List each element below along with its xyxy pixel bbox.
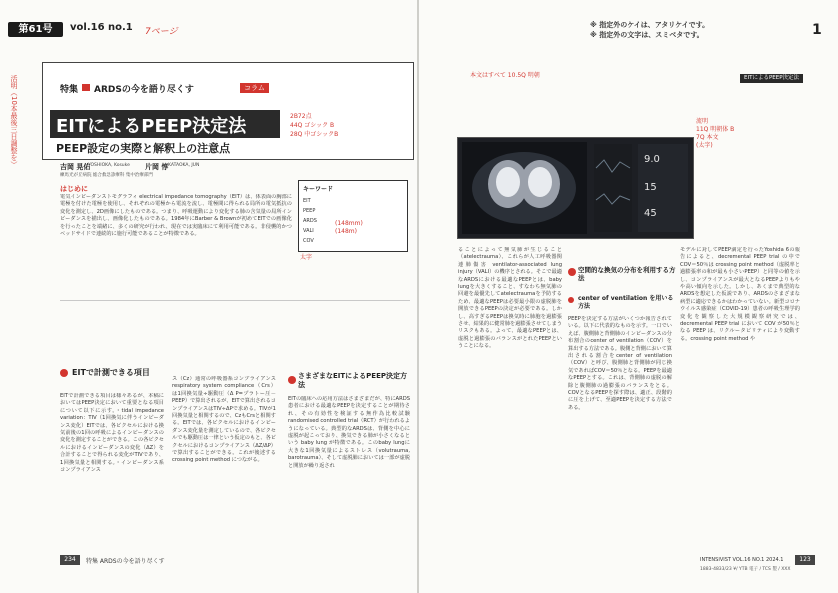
author-2: 片岡 惇 — [145, 163, 169, 171]
author-1-roman: YOSHIOKA, Kosuke — [88, 163, 130, 168]
section-bullet — [568, 268, 576, 276]
right-column-1: ることによって無気肺が生じること（atelectrauma）、これらが人工呼吸器関連肺傷害 ventilator-associated lung injury（VALI）の機序とされる。そこで最適なARDSにおける最適なPEEPとは、baby lungを大きくすること、すなわち無気肺の回避を最優先してatelectraumaを予防するため、最適なPEEPは必要最小限の虚脱肺を開放できるPEEPの決定が必要である。しかし、高すぎるPEEPは換気時に肺胞を過膨張させ、結果的に健常肺を過膨張させてしまうリスクもある。よって、最適なPEEPとは、虚脱と過膨張のバランスがとれたPEEPということになる。 — [458, 247, 562, 350]
instruction-line-2: ※ 指定外の文字は、スミベタです。 — [590, 31, 704, 39]
page-gutter — [417, 0, 419, 593]
left-column-2: ス（Cz）通常の呼吸器系コンプライアンス respiratory system compliance（Crs）は1回換気量÷駆動圧（Δ P=プラトー圧－PEEP）で算出されるが、EITで算出されるコンプライアンスはTIV÷ΔPで求める。TIVが1回換気量と相関するので、CzもCrsと相関する。EITでは、各ピクセルにおけるインピーダンス変化量を測定しているので、各ピクセルでも駆動圧は一律という仮定のもと、各ピクセルにおけるコンプライアンス（ΔZ/ΔP）で算出することができる。これが後述する crossing point method につながる。 — [172, 376, 276, 464]
margin-vertical-note: 活明（10本最後三日調整を） — [10, 75, 18, 168]
eit-monitor-figure — [457, 137, 694, 239]
section-bullet — [568, 297, 574, 303]
emphasis-note: 太字 — [300, 254, 313, 261]
section-bullet — [60, 369, 68, 377]
author-1: 吉岡 晃佑 — [60, 163, 91, 171]
page-corner-number: 1 — [812, 22, 822, 38]
author-2-roman: KATAOKA, JUN — [168, 163, 200, 168]
left-column-3: EITの臨床への応用方法はさまざまだが、特にARDS患者における最適なPEEPを決定することが期待され、その有効性を検証する無作為比較試験 randomised controlled trial（RCT）が行われるようになっている。典型的なARDSは、背側を中心に虚脱が起こっており、換気できる肺が小さくなるという baby lung が特徴である。このbaby lungに大きな1回換気量によるストレス（volutrauma, barotrauma）、そして虚脱肺においては一部が虚脱と開放が繰り返され — [288, 396, 410, 469]
section-title-spatial: 空間的な換気の分布を利用する方法 — [578, 266, 676, 282]
right-journal-line: INTENSIVIST VOL.16 NO.1 2024.1 — [700, 557, 784, 563]
series-marker — [82, 84, 90, 91]
left-page-number: 234 — [60, 555, 80, 565]
right-header-tag: EITによるPEEP決定法 — [740, 74, 803, 83]
issue-badge: 第61号 — [8, 22, 63, 37]
affiliation: 練馬光が丘病院 総合救急診療科 集中治療部門 — [60, 173, 153, 178]
column-tag: コラム — [240, 83, 269, 93]
keyword-item: VALI — [303, 228, 314, 234]
handwritten-page-note: 7ページ — [145, 27, 178, 37]
instruction-line-1: ※ 指定外のケイは、アタリケイです。 — [590, 21, 710, 29]
keyword-item: PEEP — [303, 208, 316, 214]
monitor-value-3: 45 — [644, 208, 657, 219]
series-title: ARDSの今を語り尽くす — [94, 85, 194, 95]
section-title-cov: center of ventilation を用いる方法 — [578, 295, 674, 310]
series-label: 特集 — [60, 85, 79, 95]
keyword-item: EIT — [303, 198, 311, 204]
right-column-2: PEEPを決定する方法がいくつか報告されている。以下に代表的なものを示す。一口でいえば、腹側肺と背側肺のインピーダンスの分布割合のcenter of ventilation（COV）を算出する方法である。腹側と背側において算出される割合をcenter of ventilation（COV）と呼び、腹側肺と背側肺が同じ換気であればCOV＝50％となる。PEEPを最適なPEEPとする。これは、背側肺の虚脱の解除と腹側肺の過膨張のバランスをとる。COVとなるPEEPを探す際は、適正、段階的に圧を上げて、至適PEEPを決定する方法である。 — [568, 316, 672, 411]
volume-label: vol.16 no.1 — [70, 22, 133, 33]
right-page-number: 123 — [795, 555, 815, 565]
section-bullet — [288, 376, 296, 384]
keyword-annotation: (148mm) (148m) — [335, 220, 363, 235]
figure-annotation: 流明 11Q 明朝体 B 7Q 本文 (太字) — [696, 118, 735, 149]
section-title-methods: さまざまなEITによるPEEP決定方法 — [298, 372, 407, 389]
article-subtitle: PEEP設定の実際と解釈上の注意点 — [56, 142, 231, 155]
intro-text: 電気インピーダンストモグラフィ electrical impedance tomography（EIT）は、体表面の胸部に電極を付けた電極を使用し、それぞれの電極から電流を流し、電極間に得られる局所の電気抵抗の変化を測定し、2D画像にしたものである。つまり、呼吸運動により変化する肺の含気量の局所インピーダンスを描出し、画像化したものである。1984年にBarber & Brownが初めてEITでの画像化を行ったことを端緒に、多くの研究が行われ、現在では実臨床にて利用可能である。非侵襲的かつベッドサイドで連続的に施行可能であることが特徴である。 — [60, 194, 292, 238]
eit-image-svg — [458, 138, 693, 238]
monitor-value-1: 9.0 — [644, 154, 660, 165]
left-column-1: EITで計測できる項目は様々あるが、本稿においてはPEEP決定において重要となる項目について以下に示す。・tidal impedance variation：TIV（1回換気に伴うインピーダンス変化）EITでは、各ピクセルにおける換気前後の1回の呼吸によるインピーダンスの変化を測定することができる。この各ピクセルにおけるインピーダンスの変化（ΔZ）を合計することで得られる変化がTIVであり、1回換気量と相関する。・インピーダンス系コンプライアンス — [60, 393, 164, 474]
section-rule — [60, 300, 410, 301]
section-title-items: EITで計測できる項目 — [72, 368, 150, 377]
left-running-head: 特集 ARDSの今を語り尽くす — [86, 558, 165, 565]
keyword-box-title: キーワード — [303, 186, 334, 193]
keyword-item: ARDS — [303, 218, 317, 224]
monitor-value-2: 15 — [644, 182, 657, 193]
right-column-3: モデルに対してPEEP滴定を行ったYoshida 6の報告によると、decremental PEEP trial の中で COV＝50％は crossing point method（虚脱率と過膨張率の和が最も小さいPEEP）と同等の値を示し、コンプライアンスが最大となるPEEPよりもやや高い傾向を示した。しかし、あくまで典型的なARDSを想定した仮説であり、ARDSのさまざまな病型に適応できるかはわかっていない。新型コロナウイルス感染症（COVID-19）患者の呼吸生理学的変化を観察した大規模観察研究では、decremental PEEP trial において COV が50％となる PEEP は、リクルータビリティにより変動する。crossing point method や — [680, 247, 800, 342]
keyword-item: COV — [303, 238, 314, 244]
right-meta-line: 1883-4833/23 ¥/ YTB 電子 / TCS 製 / XXX — [700, 567, 791, 572]
keyword-list — [303, 196, 317, 246]
title-annotation: 2B72点 44Q ゴシック B 28Q 中ゴシックB — [290, 113, 339, 138]
article-title: EITによるPEEP決定法 — [56, 116, 247, 137]
body-style-note: 本文はすべて 10.5Q 明朝 — [470, 72, 540, 79]
intro-heading: はじめに — [60, 185, 88, 193]
